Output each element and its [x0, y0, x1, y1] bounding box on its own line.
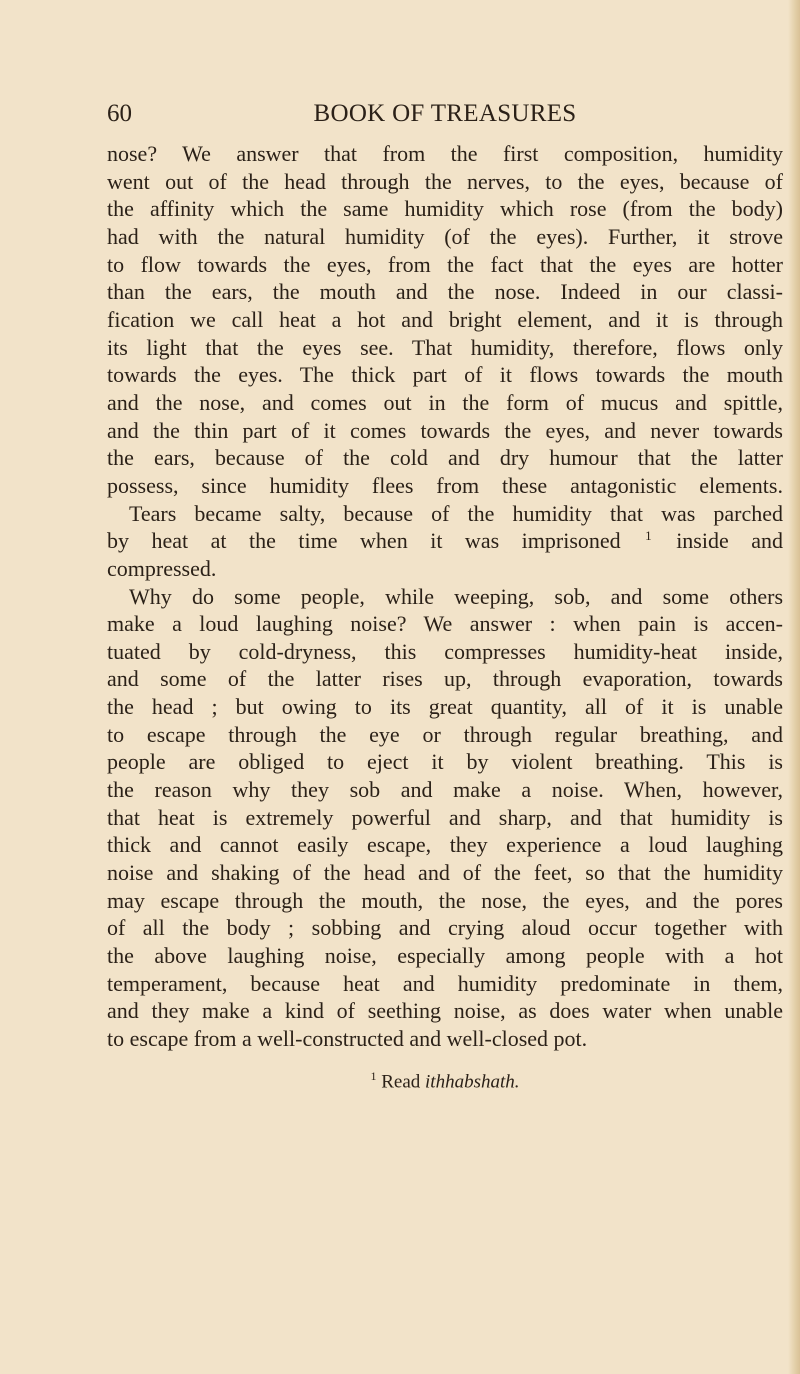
line-text: make a loud laughing noise? We answer : when pain is accen-	[107, 611, 783, 637]
text-line	[107, 610, 783, 638]
text-line	[107, 721, 783, 749]
text-line	[107, 389, 783, 417]
line-text: thick and cannot easily escape, they experience a loud laughing	[107, 832, 783, 858]
text-line	[107, 278, 783, 306]
text-line	[107, 583, 783, 611]
line-text-after: inside and	[676, 528, 784, 554]
text-line	[107, 223, 783, 251]
line-text: Tears became salty, because of the humidity that was parched	[129, 500, 783, 526]
line-text: nose? We answer that from the first composition, humidity	[107, 141, 783, 166]
footnote-marker: 1	[370, 1069, 377, 1083]
line-text: towards the eyes. The thick part of it flows towards the mouth	[107, 362, 783, 388]
line-text: Why do some people, while weeping, sob, and some others	[129, 583, 783, 609]
text-line	[107, 748, 783, 776]
line-text: tuated by cold-dryness, this compresses humidity-heat inside,	[107, 638, 783, 664]
line-text: to flow towards the eyes, from the fact that the eyes are hotter	[107, 251, 783, 277]
text-line	[107, 334, 783, 362]
line-text: by heat at the time when it was imprisoned	[107, 528, 621, 554]
text-line	[107, 361, 783, 389]
text-line	[107, 306, 783, 334]
text-line	[107, 693, 783, 721]
line-text: the reason why they sob and make a noise. When, however,	[107, 777, 783, 803]
page-edge-shadow	[788, 0, 800, 1374]
line-text: the ears, because of the cold and dry humour that the latter	[107, 445, 783, 471]
text-line	[107, 195, 783, 223]
line-text: the head ; but owing to its great quantity, all of it is unable	[107, 694, 783, 720]
line-text: its light that the eyes see. That humidity, therefore, flows only	[107, 334, 783, 360]
line-text: fication we call heat a hot and bright element, and it is through	[107, 306, 783, 332]
text-line	[107, 638, 783, 666]
line-text: compressed.	[107, 555, 217, 581]
body-text	[107, 140, 783, 1053]
text-line	[107, 859, 783, 887]
line-text: and the nose, and comes out in the form of mucus and spittle,	[107, 389, 783, 415]
line-text: to escape from a well-constructed and well-closed pot.	[107, 1026, 588, 1051]
text-line	[107, 831, 783, 859]
line-text: may escape through the mouth, the nose, the eyes, and the pores	[107, 887, 783, 913]
text-line	[107, 914, 783, 942]
footnote-reference: 1	[645, 527, 652, 543]
text-line	[107, 417, 783, 445]
line-text: than the ears, the mouth and the nose. Indeed in our classi-	[107, 279, 783, 305]
text-line	[107, 444, 783, 472]
text-line	[107, 887, 783, 915]
line-text: the affinity which the same humidity which rose (from the body)	[107, 196, 783, 222]
line-text: that heat is extremely powerful and sharp, and that humidity is	[107, 804, 783, 830]
text-line	[107, 942, 783, 970]
text-line	[107, 804, 783, 832]
line-text: temperament, because heat and humidity predominate in them,	[107, 970, 783, 996]
line-text: of all the body ; sobbing and crying aloud occur together with	[107, 915, 783, 941]
text-line	[107, 500, 783, 528]
line-text: had with the natural humidity (of the eyes). Further, it strove	[107, 223, 783, 249]
line-text: and some of the latter rises up, through evaporation, towards	[107, 666, 783, 692]
text-line	[107, 1025, 783, 1053]
text-line	[107, 665, 783, 693]
running-title: BOOK OF TREASURES	[313, 100, 577, 127]
line-text: possess, since humidity flees from these antagonistic elements.	[107, 472, 783, 498]
text-line	[107, 168, 783, 196]
text-line	[107, 997, 783, 1025]
text-line	[107, 527, 783, 555]
line-text: the above laughing noise, especially among people with a hot	[107, 943, 783, 969]
line-text: and they make a kind of seething noise, as does water when unable	[107, 998, 783, 1024]
text-line	[107, 776, 783, 804]
footnote	[107, 1069, 783, 1093]
line-text: to escape through the eye or through regular breathing, and	[107, 721, 783, 747]
text-line	[107, 555, 783, 583]
line-text: people are obliged to eject it by violent breathing. This is	[107, 749, 783, 775]
text-line	[107, 251, 783, 279]
text-line	[107, 970, 783, 998]
line-text: noise and shaking of the head and of the feet, so that the humidity	[107, 860, 783, 886]
footnote-italic-term: ithhabshath.	[425, 1071, 520, 1093]
text-line	[107, 472, 783, 500]
page-number: 60	[107, 100, 132, 127]
text-line	[107, 140, 783, 168]
page-header	[107, 100, 783, 136]
line-text: and the thin part of it comes towards the eyes, and never towards	[107, 417, 783, 443]
footnote-text: Read	[381, 1071, 426, 1093]
line-text: went out of the head through the nerves, to the eyes, because of	[107, 168, 783, 194]
